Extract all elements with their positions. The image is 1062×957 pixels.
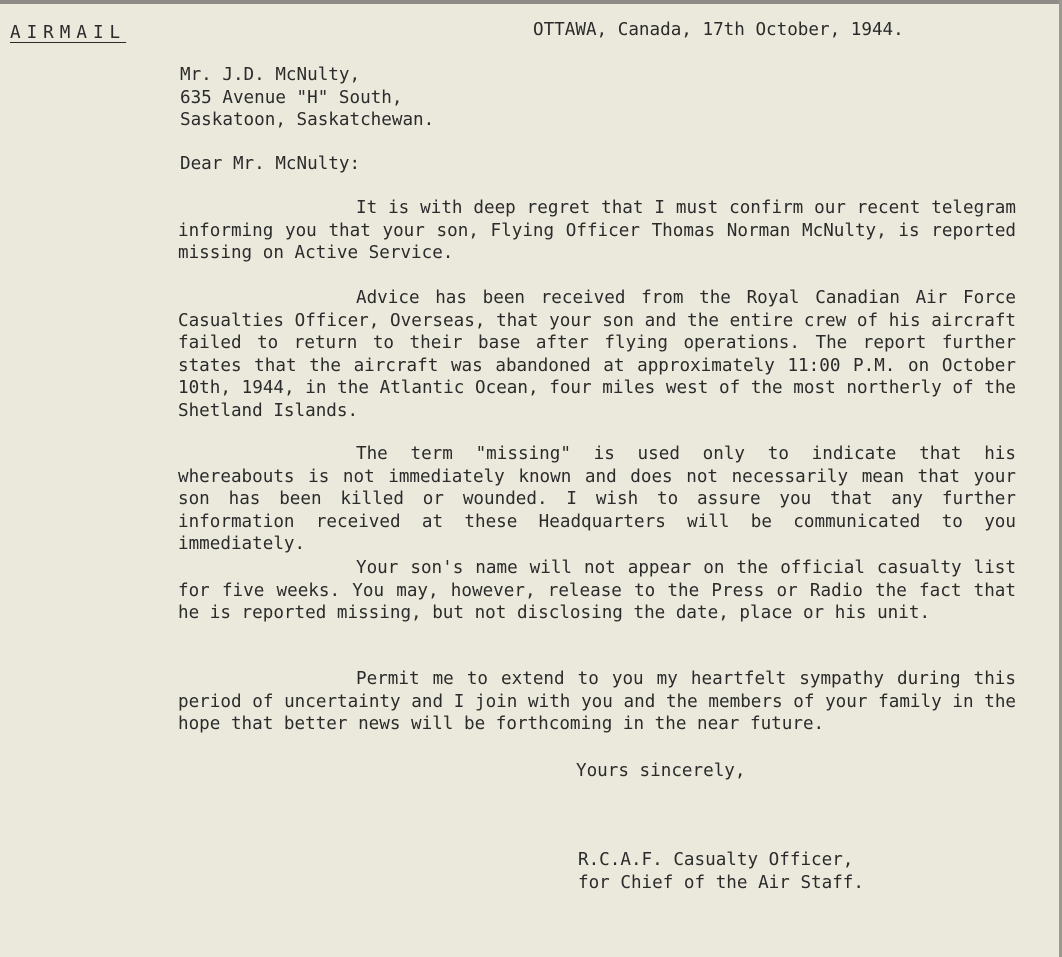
- body-paragraph: Advice has been received from the Royal Canadian Air Force Casualties Officer, Overseas, that your son and the entire crew of his aircraft failed to return to their base after flying operations. The report further states that the aircraft was abandoned at approximately 11:00 P.M. on October 10th, 1944, in the Atlantic Ocean, four miles west of the most northerly of the Shetland Islands.: [178, 288, 1016, 421]
- salutation: Dear Mr. McNulty:: [180, 154, 361, 174]
- body-paragraph: It is with deep regret that I must confirm our recent telegram informing you that your son, Flying Officer Thomas Norman McNulty, is reported missing on Active Service.: [178, 198, 1016, 263]
- closing: Yours sincerely,: [576, 761, 746, 781]
- address-line: Mr. J.D. McNulty,: [180, 65, 361, 85]
- body-paragraph: Your son's name will not appear on the official casualty list for five weeks. You may, however, release to the Press or Radio the fact that he is reported missing, but not disclosing the date, place or his unit.: [178, 558, 1016, 623]
- address-line: 635 Avenue "H" South,: [180, 87, 403, 108]
- page-top-edge: [0, 0, 1062, 4]
- recipient-address: [180, 64, 434, 132]
- signature-line: for Chief of the Air Staff.: [578, 872, 864, 893]
- signature-line: R.C.A.F. Casualty Officer,: [578, 850, 854, 870]
- body-paragraph: Permit me to extend to you my heartfelt sympathy during this period of uncertainty and I join with you and the members of your family in the hope that better news will be forthcoming in the near future.: [178, 669, 1016, 734]
- dateline: OTTAWA, Canada, 17th October, 1944.: [533, 20, 904, 40]
- signature-block: [578, 849, 864, 894]
- airmail-header: AIRMAIL: [10, 23, 127, 43]
- address-line: Saskatoon, Saskatchewan.: [180, 110, 435, 130]
- body-paragraph: The term "missing" is used only to indicate that his whereabouts is not immediately known and does not necessarily mean that your son has been killed or wounded. I wish to assure you that any further information received at these Headquarters will be communicated to you immediately.: [178, 444, 1016, 554]
